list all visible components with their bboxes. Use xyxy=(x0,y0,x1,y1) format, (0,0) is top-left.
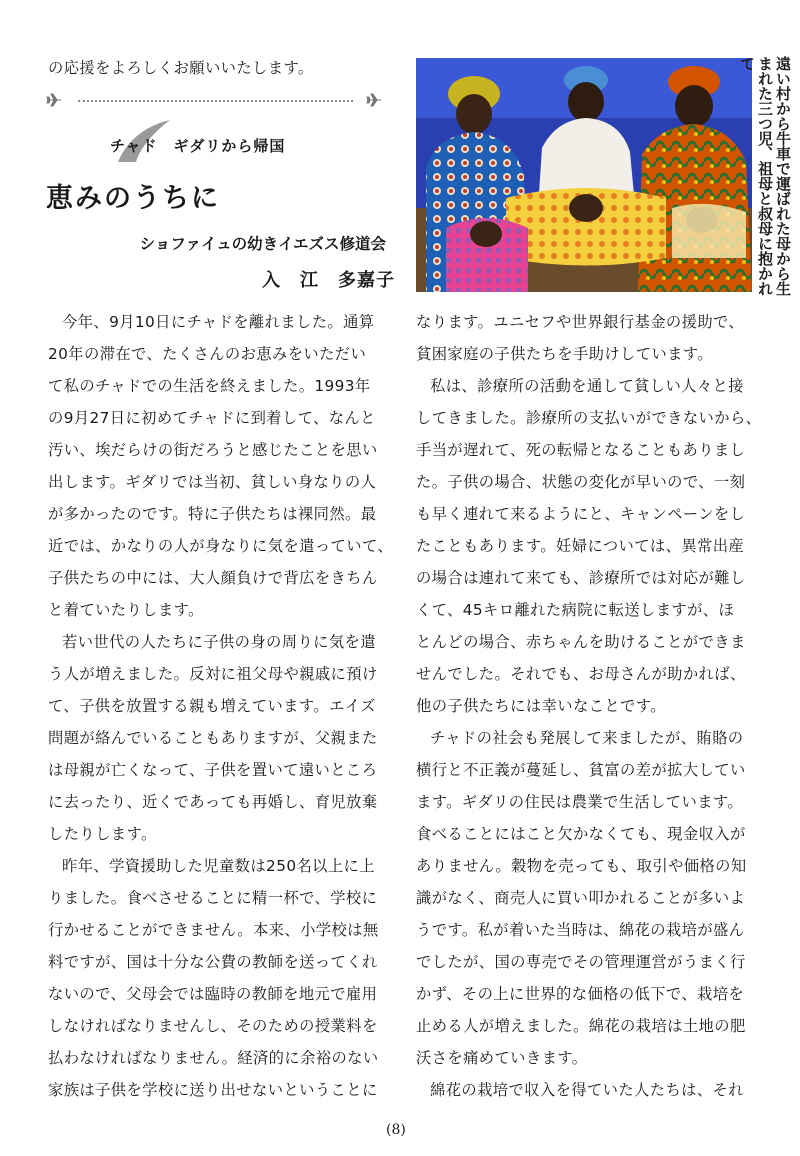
text-line: 問題が絡んでいることもありますが、父親また xyxy=(48,729,378,747)
text-line: うです。私が着いた当時は、綿花の栽培が盛ん xyxy=(416,921,745,939)
text-line: も早く連れて来るようにと、キャンペーンをし xyxy=(416,505,746,523)
text-line: しなければなりませんし、そのための授業料を xyxy=(48,1017,378,1035)
text-line: 貧困家庭の子供たちを手助けしています。 xyxy=(416,345,714,363)
text-line: せんでした。それでも、お母さんが助かれば、 xyxy=(416,665,746,683)
section-title: チャド ギダリから帰国 xyxy=(110,137,286,155)
text-line: 子供たちの中には、大人顔負けで背広をきちん xyxy=(48,569,378,587)
airplane-icon xyxy=(366,92,382,108)
text-line: 出します。ギダリでは当初、貧しい身なりの人 xyxy=(48,473,377,491)
text-line: とんどの場合、赤ちゃんを助けることができま xyxy=(416,633,746,651)
text-line: 私は、診療所の活動を通して貧しい人々と接 xyxy=(430,377,744,395)
airplane-icon xyxy=(46,92,62,108)
text-line: 止める人が増えました。綿花の栽培は土地の肥 xyxy=(416,1017,746,1035)
text-line: の場合は連れて来ても、診療所では対応が難し xyxy=(416,569,746,587)
text-line: た。子供の場合、状態の変化が早いので、一刻 xyxy=(416,473,746,491)
text-line: りました。食べさせることに精一杯で、学校に xyxy=(48,889,378,907)
text-line: 手当が遅れて、死の転帰となることもありまし xyxy=(416,441,746,459)
text-line: かず、その上に世界的な価格の低下で、栽培を xyxy=(416,985,745,1003)
text-line: 識がなく、商売人に買い叩かれることが多いよ xyxy=(416,889,746,907)
text-line: 払わなければなりません。経済的に余裕のない xyxy=(48,1049,379,1067)
text-line: に去ったり、近くであっても再婚し、育児放棄 xyxy=(48,793,378,811)
text-line: う人が増えました。反対に祖父母や親戚に預け xyxy=(48,665,378,683)
text-line: 横行と不正義が蔓延し、貧富の差が拡大してい xyxy=(416,761,746,779)
dotted-divider xyxy=(78,100,353,102)
text-line: くて、45キロ離れた病院に転送しますが、ほ xyxy=(416,601,735,619)
text-line: の9月27日に初めてチャドに到着して、なんと xyxy=(48,409,376,427)
text-line: 行かせることができません。本来、小学校は無 xyxy=(48,921,379,939)
text-line: ないので、父母会では臨時の教師を地元で雇用 xyxy=(48,985,378,1003)
text-line: が多かったのです。特に子供たちは裸同然。最 xyxy=(48,505,377,523)
text-line: て私のチャドでの生活を終えました。1993年 xyxy=(48,377,371,395)
text-line: チャドの社会も発展して来ましたが、賄賂の xyxy=(430,729,744,747)
text-line: してきました。診療所の支払いができないから、 xyxy=(416,409,762,427)
text-line: と着ていたりします。 xyxy=(48,601,204,619)
text-line: 料ですが、国は十分な公費の教師を送ってくれ xyxy=(48,953,378,971)
text-line: 家族は子供を学校に送り出せないということに xyxy=(48,1081,378,1099)
text-line: 20年の滞在で、たくさんのお恵みをいただい xyxy=(48,345,367,363)
text-line: したりします。 xyxy=(48,825,157,843)
text-line: でしたが、国の専売でその管理運営がうまく行 xyxy=(416,953,746,971)
text-line: なります。ユニセフや世界銀行基金の援助で、 xyxy=(416,313,745,331)
text-line: 他の子供たちには幸いなことです。 xyxy=(416,697,666,715)
text-line: 食べることにはこと欠かなくても、現金収入が xyxy=(416,825,746,843)
text-line: 若い世代の人たちに子供の身の周りに気を遣 xyxy=(62,633,376,651)
author-name: 入 江 多嘉子 xyxy=(262,270,395,291)
text-line: 沃さを痛めていきます。 xyxy=(416,1049,588,1067)
article-title: 恵みのうちに xyxy=(46,183,220,214)
text-line: て、子供を放置する親も増えています。エイズ xyxy=(48,697,376,715)
text-line: 近では、かなりの人が身なりに気を遣っていて、 xyxy=(48,537,394,555)
text-line: 綿花の栽培で収入を得ていた人たちは、それ xyxy=(430,1081,744,1099)
text-line: たこともあります。妊婦については、異常出産 xyxy=(416,537,745,555)
photo-caption: 遠い村から牛車で運ばれた母から生まれた三つ児、祖母と叔母に抱かれて xyxy=(738,56,792,296)
continued-text-line: の応援をよろしくお願いいたします。 xyxy=(48,59,314,77)
photo-grandmothers-with-triplets xyxy=(416,58,752,292)
text-line: ます。ギダリの住民は農業で生活しています。 xyxy=(416,793,744,811)
text-line: 汚い、埃だらけの街だろうと感じたことを思い xyxy=(48,441,378,459)
page-number: (8) xyxy=(386,1122,406,1138)
text-line: ありません。穀物を売っても、取引や価格の知 xyxy=(416,857,747,875)
text-line: 今年、9月10日にチャドを離れました。通算 xyxy=(62,313,375,331)
text-line: 昨年、学資援助した児童数は250名以上に上 xyxy=(62,857,375,875)
text-line: は母親が亡くなって、子供を置いて遠いところ xyxy=(48,761,378,779)
organization-name: ショファイュの幼きイエズス修道会 xyxy=(139,235,386,253)
